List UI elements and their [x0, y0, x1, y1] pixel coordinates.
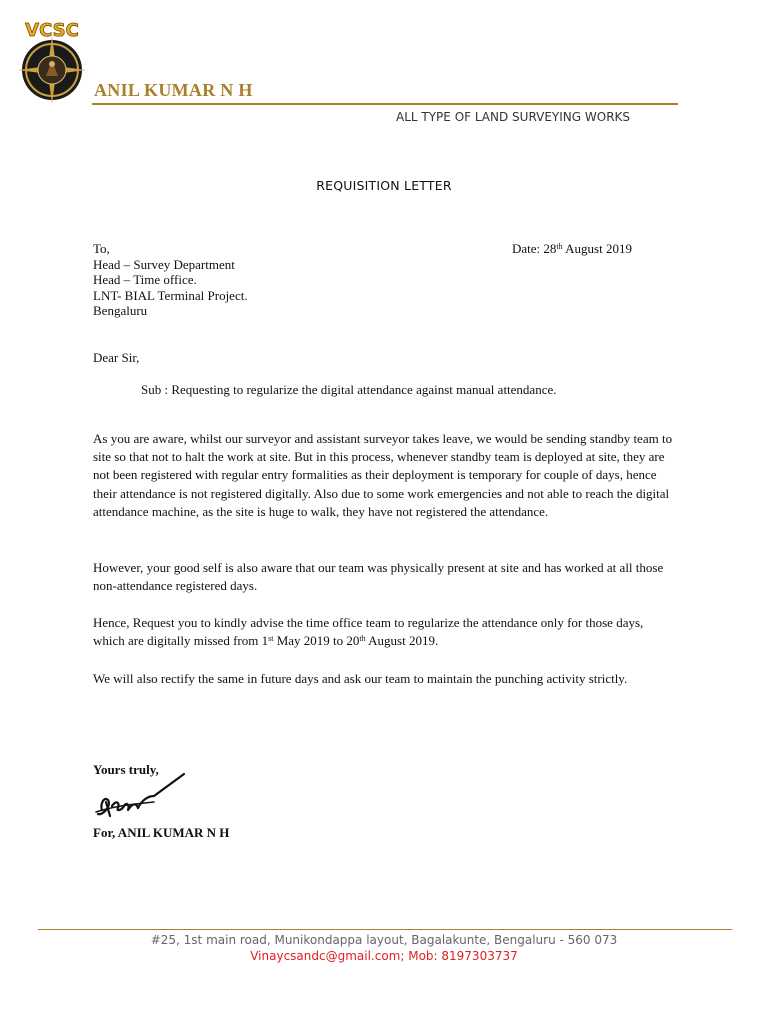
body-paragraph-2: However, your good self is also aware that our team was physically present at site and has worked at all those non-attendance registered days. — [93, 560, 664, 594]
paragraph3-part-c: August 2019. — [365, 633, 439, 649]
salutation: Dear Sir, — [93, 350, 140, 365]
recipient-address — [93, 240, 248, 318]
company-logo — [16, 14, 88, 106]
body-paragraph-3 — [93, 614, 676, 650]
date-prefix: Date: 28 — [512, 241, 557, 256]
paragraph3-part-a: Hence, Request you to kindly advise the time office team to regularize the attendance only for those days, which are digitally missed from 1 — [93, 615, 644, 649]
letter-title: REQUISITION LETTER — [316, 178, 452, 193]
body-paragraph-1: As you are aware, whilst our surveyor and assistant surveyor takes leave, we would be sending standby team to site so that not to halt the work at site. But in this process, whenever standby team is deployed at site, they are not been registered with regular entry formalities as their deployment is temporary for couple of days, hence their attendance is not registered digitally. Also due to some work emergencies and not able to reach the digital attendance machine, as the site is huge to walk, they have not registered the attendance. — [93, 431, 673, 519]
footer-contact: Vinaycsandc@gmail.com; Mob: 8197303737 — [250, 949, 518, 963]
header-divider — [92, 103, 678, 105]
address-line: LNT- BIAL Terminal Project. — [93, 287, 248, 303]
sign-off-name: For, ANIL KUMAR N H — [93, 825, 230, 840]
paragraph3-part-b: May 2019 to 20 — [273, 633, 360, 649]
paragraph3-sup-th: th — [359, 634, 366, 644]
address-line: Bengaluru — [93, 303, 148, 318]
address-line: To, — [93, 241, 110, 256]
closing: Yours truly, — [93, 762, 159, 777]
paragraph3-sup-st: st — [268, 634, 274, 644]
company-name: ANIL KUMAR N H — [94, 80, 253, 100]
address-line: Head – Survey Department — [93, 256, 235, 272]
footer-divider — [38, 929, 732, 930]
date-suffix: August 2019 — [562, 241, 632, 256]
company-tagline: ALL TYPE OF LAND SURVEYING WORKS — [396, 110, 631, 124]
date-superscript: th — [556, 242, 563, 251]
letter-date — [512, 240, 632, 257]
footer-address: #25, 1st main road, Munikondappa layout, Bagalakunte, Bengaluru - 560 073 — [150, 933, 618, 947]
svg-text:VCSC: VCSC — [25, 20, 79, 41]
subject-line: Sub : Requesting to regularize the digital attendance against manual attendance. — [141, 382, 557, 397]
body-paragraph-4: We will also rectify the same in future days and ask our team to maintain the punching activity strictly. — [93, 671, 628, 686]
signature — [94, 766, 194, 824]
address-line: Head – Time office. — [93, 272, 197, 287]
